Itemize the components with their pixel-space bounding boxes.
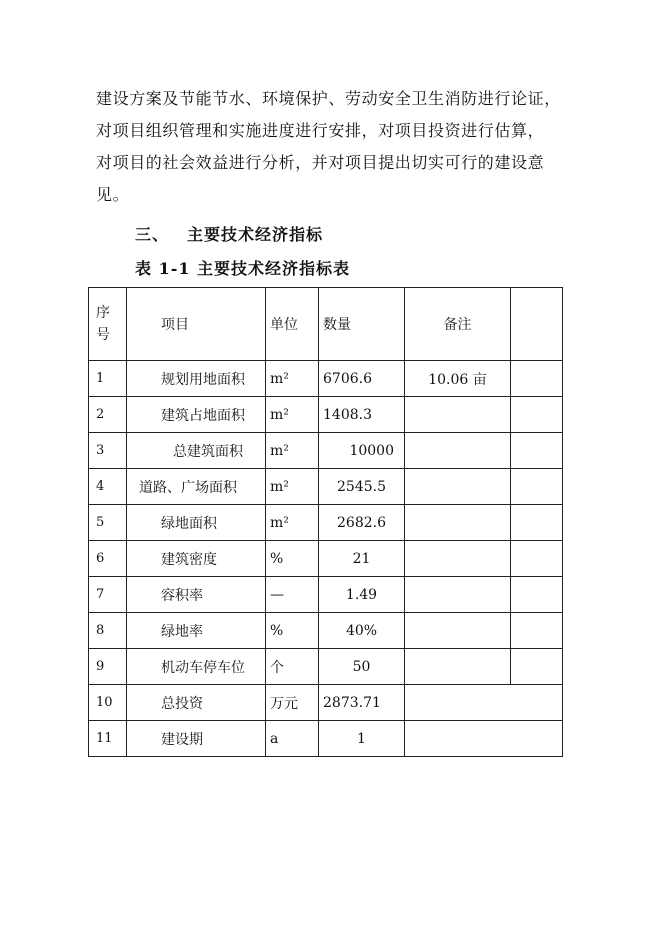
table-row <box>89 541 563 577</box>
row-qty: 1408.3 <box>319 397 405 433</box>
header-note: 备注 <box>405 288 511 361</box>
table-row <box>89 613 563 649</box>
row-unit: m² <box>266 433 319 469</box>
table-row <box>89 397 563 433</box>
row-item: 道路、广场面积 <box>127 469 266 505</box>
row-no: 11 <box>89 721 127 757</box>
row-blank <box>511 649 563 685</box>
row-note <box>405 577 511 613</box>
row-note <box>405 721 563 757</box>
row-qty: 1.49 <box>319 577 405 613</box>
table-caption: 表 1-1 主要技术经济指标表 <box>135 259 351 278</box>
row-note <box>405 505 511 541</box>
header-item: 项目 <box>127 288 266 361</box>
row-unit: — <box>266 577 319 613</box>
table-header-row <box>89 288 563 361</box>
paragraph-line: 见。 <box>96 185 130 204</box>
paragraph-line: 对项目的社会效益进行分析，并对项目提出切实可行的建设意 <box>96 153 545 172</box>
paragraph-line: 对项目组织管理和实施进度进行安排，对项目投资进行估算， <box>96 121 545 140</box>
section-number: 三、 <box>135 225 170 244</box>
row-no: 5 <box>89 505 127 541</box>
row-no: 2 <box>89 397 127 433</box>
row-blank <box>511 361 563 397</box>
row-item: 建筑占地面积 <box>127 397 266 433</box>
paragraph-line: 建设方案及节能节水、环境保护、劳动安全卫生消防进行论证， <box>96 89 561 108</box>
row-note <box>405 541 511 577</box>
table-row <box>89 649 563 685</box>
table-row <box>89 577 563 613</box>
row-unit: % <box>266 613 319 649</box>
row-item: 容积率 <box>127 577 266 613</box>
row-qty: 2545.5 <box>319 469 405 505</box>
header-blank <box>511 288 563 361</box>
row-unit: a <box>266 721 319 757</box>
row-blank <box>511 541 563 577</box>
row-unit: 万元 <box>266 685 319 721</box>
row-blank <box>511 397 563 433</box>
row-unit: % <box>266 541 319 577</box>
row-qty: 40% <box>319 613 405 649</box>
section-title: 主要技术经济指标 <box>187 225 324 244</box>
row-qty: 2682.6 <box>319 505 405 541</box>
row-item: 建筑密度 <box>127 541 266 577</box>
row-unit: 个 <box>266 649 319 685</box>
table-row <box>89 361 563 397</box>
table-row <box>89 721 563 757</box>
row-note <box>405 685 563 721</box>
row-note <box>405 613 511 649</box>
row-unit: m² <box>266 361 319 397</box>
intro-paragraph <box>96 83 596 211</box>
row-note <box>405 433 511 469</box>
row-qty: 6706.6 <box>319 361 405 397</box>
row-note <box>405 469 511 505</box>
row-no: 9 <box>89 649 127 685</box>
row-qty: 21 <box>319 541 405 577</box>
row-note <box>405 397 511 433</box>
row-blank <box>511 577 563 613</box>
row-no: 7 <box>89 577 127 613</box>
row-item: 规划用地面积 <box>127 361 266 397</box>
row-no: 8 <box>89 613 127 649</box>
row-item: 绿地率 <box>127 613 266 649</box>
row-item: 绿地面积 <box>127 505 266 541</box>
row-note <box>405 649 511 685</box>
row-no: 4 <box>89 469 127 505</box>
row-item: 机动车停车位 <box>127 649 266 685</box>
section-heading <box>135 222 323 245</box>
row-unit: m² <box>266 505 319 541</box>
row-no: 3 <box>89 433 127 469</box>
row-blank <box>511 613 563 649</box>
row-unit: m² <box>266 397 319 433</box>
row-qty: 1 <box>319 721 405 757</box>
row-note: 10.06 亩 <box>405 361 511 397</box>
row-item: 总建筑面积 <box>127 433 266 469</box>
row-qty: 50 <box>319 649 405 685</box>
row-no: 6 <box>89 541 127 577</box>
row-no: 10 <box>89 685 127 721</box>
table-row <box>89 685 563 721</box>
table-row <box>89 505 563 541</box>
row-blank <box>511 433 563 469</box>
header-no: 序 号 <box>89 288 127 361</box>
row-item: 建设期 <box>127 721 266 757</box>
header-unit: 单位 <box>266 288 319 361</box>
row-blank <box>511 505 563 541</box>
table-row <box>89 469 563 505</box>
row-item: 总投资 <box>127 685 266 721</box>
row-qty: 2873.71 <box>319 685 405 721</box>
indicator-table <box>88 287 563 757</box>
row-blank <box>511 469 563 505</box>
table-row <box>89 433 563 469</box>
row-unit: m² <box>266 469 319 505</box>
row-qty: 10000 <box>319 433 405 469</box>
row-no: 1 <box>89 361 127 397</box>
header-qty: 数量 <box>319 288 405 361</box>
